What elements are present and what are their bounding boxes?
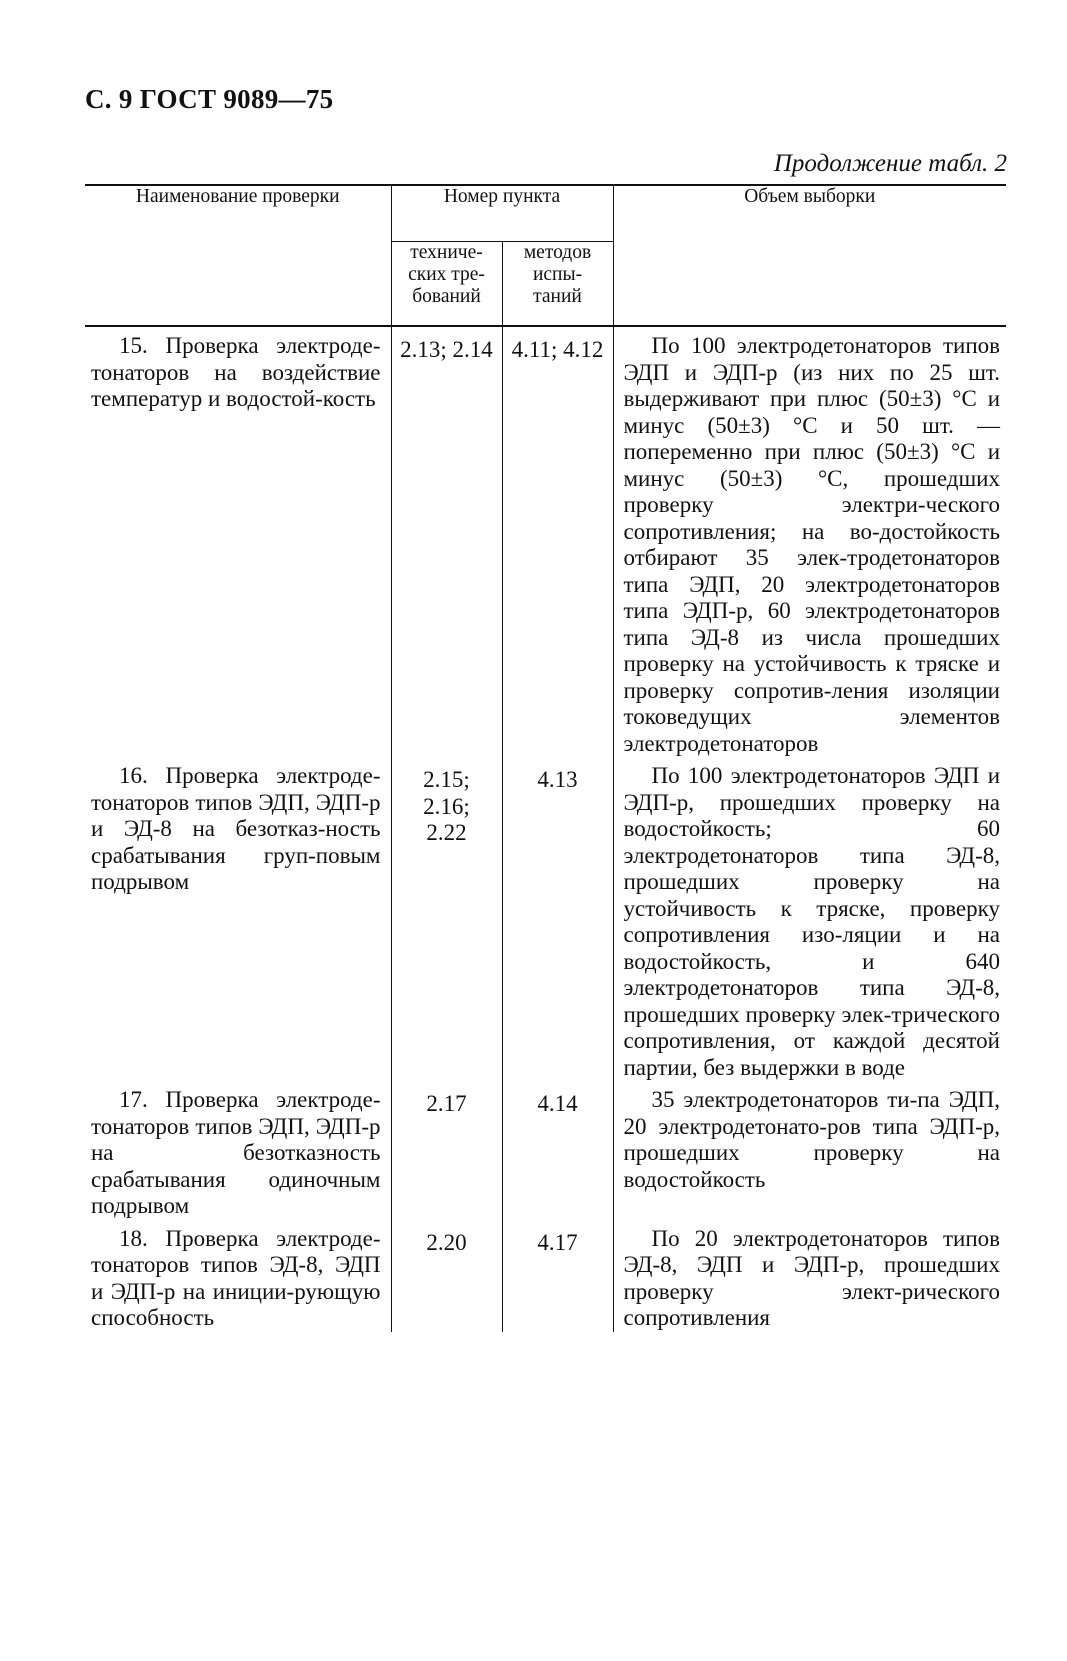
header-sample-size: Объем выборки	[613, 185, 1006, 326]
table-continuation-label: Продолжение табл. 2	[773, 150, 1007, 177]
test-method-cell: 4.14	[502, 1081, 613, 1220]
check-name-cell: 17. Проверка электроде-тонаторов типов ЭДП, ЭДП-р на безотказность срабатывания одиночным подрывом	[91, 1087, 381, 1218]
header-item-number: Номер пункта	[391, 185, 613, 242]
tech-requirement-cell: 2.13; 2.14	[391, 326, 502, 757]
tech-requirement-cell: 2.17	[391, 1081, 502, 1220]
header-tech-requirements: техниче- ских тре- бований	[391, 242, 502, 327]
sample-size-cell: 35 электродетонаторов ти-па ЭДП, 20 электродетонато-ров типа ЭДП-р, прошедших проверку на водостойкость	[613, 1081, 1006, 1220]
table-row	[85, 326, 1006, 757]
test-method-cell: 4.11; 4.12	[502, 326, 613, 757]
check-name-cell: 16. Проверка электроде-тонаторов типов ЭДП, ЭДП-р и ЭД-8 на безотказ-ность срабатывания груп-повым подрывом	[91, 763, 381, 894]
inspection-table	[85, 184, 1006, 1332]
sample-size-cell: По 20 электродетонаторов типов ЭД-8, ЭДП и ЭДП-р, прошедших проверку элект-рического сопротивления	[613, 1220, 1006, 1332]
table-row	[85, 757, 1006, 1081]
sample-size-cell: По 100 электродетонаторов ЭДП и ЭДП-р, прошедших проверку на водостойкость; 60 электродетонаторов типа ЭД-8, прошедших проверку на устойчивость к тряске, проверку сопротивления изо-ляции и на водостойкость, и 640 электродетонаторов типа ЭД-8, прошедших проверку элек-трического сопротивления, от каждой десятой партии, без выдержки в воде	[613, 757, 1006, 1081]
table-row	[85, 1220, 1006, 1332]
check-name-cell: 15. Проверка электроде-тонаторов на воздействие температур и водостой-кость	[91, 333, 381, 411]
table-row	[85, 1081, 1006, 1220]
header-test-methods: методов испы- таний	[502, 242, 613, 327]
tech-requirement-cell: 2.15; 2.16; 2.22	[391, 757, 502, 1081]
header-check-name: Наименование проверки	[85, 185, 391, 326]
test-method-cell: 4.13	[502, 757, 613, 1081]
page-title: С. 9 ГОСТ 9089—75	[85, 84, 334, 114]
check-name-cell: 18. Проверка электроде-тонаторов типов ЭД-8, ЭДП и ЭДП-р на иниции-рующую способность	[91, 1225, 381, 1330]
tech-requirement-cell: 2.20	[391, 1220, 502, 1332]
sample-size-cell: По 100 электродетонаторов типов ЭДП и ЭДП-р (из них по 25 шт. выдерживают при плюс (50±3) °С и минус (50±3) °С и 50 шт. — попеременно при плюс (50±3) °С и минус (50±3) °С, прошедших проверку электри-ческого сопротивления; на во-достойкость отбирают 35 элек-тродетонаторов типа ЭДП, 20 электродетонаторов типа ЭДП-р, 60 электродетонаторов типа ЭД-8 из числа прошедших проверку на устойчивость к тряске и проверку сопротив-ления изоляции токоведущих элементов электродетонаторов	[613, 326, 1006, 757]
test-method-cell: 4.17	[502, 1220, 613, 1332]
